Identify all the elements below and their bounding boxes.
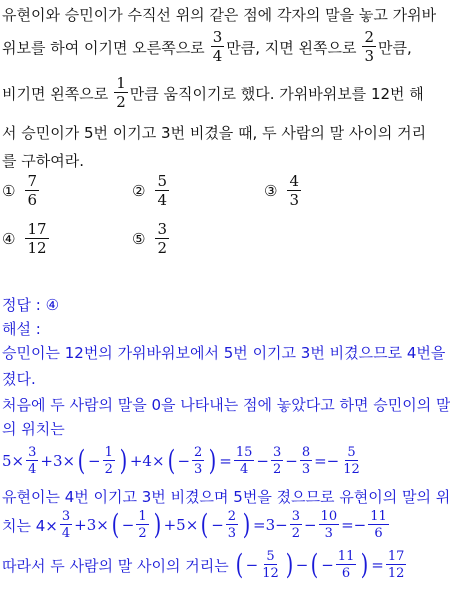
fraction: $\frac{1}{2}$ bbox=[116, 74, 126, 111]
problem-text: 만큼, bbox=[378, 38, 412, 57]
equation-2: 치는 4× $\frac{3}{4}$ +3× ( − $\frac{1}{2}$ ) +5× ( − $\frac{2}{3}$ ) =3− $\frac{3}{2}$ − $\frac{10}{3}$ =− $\frac{11}{6}$ bbox=[2, 508, 387, 541]
choice-marker: ① bbox=[2, 182, 16, 200]
equation-3: 따라서 두 사람의 말 사이의 거리는 ( − $\frac{5}{12}$ ) − ( − $\frac{11}{6}$ ) = $\frac{17}{12}$ bbox=[2, 548, 405, 581]
explanation-line-1: 승민이는 12번의 가위바위보에서 5번 이기고 3번 비겼으므로 4번을 bbox=[2, 344, 446, 362]
problem-text: 비기면 왼쪽으로 bbox=[2, 84, 109, 103]
fraction: $\frac{2}{3}$ bbox=[227, 509, 237, 541]
choice-marker: ④ bbox=[2, 230, 16, 248]
fraction: $\frac{3}{4}$ bbox=[212, 28, 223, 65]
problem-text: 만큼 움직이기로 했다. 가위바위보를 12번 해 bbox=[129, 84, 424, 103]
problem-line-5 bbox=[2, 150, 84, 171]
right-paren: ) bbox=[153, 508, 161, 541]
fraction: $\frac{1}{2}$ bbox=[138, 509, 147, 541]
fraction: $\frac{3}{2}$ bbox=[272, 445, 282, 477]
fraction: $\frac{10}{3}$ bbox=[320, 509, 338, 541]
choice-marker: ⑤ bbox=[132, 230, 146, 248]
problem-line-2 bbox=[2, 30, 412, 64]
fraction: $\frac{17}{12}$ bbox=[27, 220, 47, 257]
explanation-line-5: 유현이는 4번 이기고 3번 비겼으며 5번을 졌으므로 유현이의 말의 위 bbox=[2, 488, 450, 506]
left-paren: ( bbox=[111, 508, 120, 541]
right-paren: ) bbox=[242, 508, 251, 541]
fraction: $\frac{2}{3}$ bbox=[364, 28, 375, 65]
left-paren: ( bbox=[200, 508, 209, 541]
problem-line-1 bbox=[2, 4, 436, 25]
explanation-line-2: 졌다. bbox=[2, 370, 36, 388]
fraction: $\frac{8}{3}$ bbox=[301, 445, 311, 477]
explanation-line-4: 의 위치는 bbox=[2, 420, 65, 438]
equation-1: 5× $\frac{3}{4}$ +3× ( − $\frac{1}{2}$ ) +4× ( − $\frac{2}{3}$ ) = $\frac{15}{4}$ − $\frac{3}{2}$ − $\frac{8}{3}$ =− $\frac{5}{12}$ bbox=[2, 444, 360, 477]
answer-label: 정답 : ④ bbox=[2, 296, 60, 314]
choice-4[interactable] bbox=[2, 222, 51, 256]
problem-text: 위보를 하여 이기면 오른쪽으로 bbox=[2, 38, 205, 57]
fraction: $\frac{3}{2}$ bbox=[157, 220, 167, 257]
fraction: $\frac{17}{12}$ bbox=[387, 549, 405, 581]
choice-marker: ② bbox=[132, 182, 146, 200]
fraction: $\frac{5}{12}$ bbox=[343, 445, 360, 477]
left-paren: ( bbox=[77, 444, 86, 477]
right-paren: ) bbox=[360, 548, 369, 581]
problem-text: 서 승민이가 5번 이기고 3번 비겼을 때, 두 사람의 말 사이의 거리 bbox=[2, 124, 427, 142]
fraction: $\frac{5}{12}$ bbox=[262, 549, 279, 581]
problem-line-4 bbox=[2, 122, 426, 143]
problem-text: 유현이와 승민이가 수직선 위의 같은 점에 각자의 말을 놓고 가위바 bbox=[2, 6, 437, 24]
choice-3[interactable] bbox=[264, 174, 303, 208]
fraction: $\frac{5}{4}$ bbox=[157, 172, 167, 209]
fraction: $\frac{1}{2}$ bbox=[104, 445, 113, 477]
left-paren: ( bbox=[167, 444, 175, 477]
problem-line-3 bbox=[2, 76, 424, 110]
choice-1[interactable] bbox=[2, 174, 41, 208]
fraction: $\frac{3}{4}$ bbox=[28, 445, 37, 477]
fraction: $\frac{3}{4}$ bbox=[61, 509, 71, 541]
choice-2[interactable] bbox=[132, 174, 171, 208]
right-paren: ) bbox=[208, 444, 217, 477]
fraction: $\frac{11}{6}$ bbox=[370, 509, 387, 541]
fraction: $\frac{15}{4}$ bbox=[235, 445, 253, 477]
left-paren: ( bbox=[235, 548, 243, 581]
right-paren: ) bbox=[119, 444, 128, 477]
fraction: $\frac{3}{2}$ bbox=[291, 509, 300, 541]
explanation-line-3: 처음에 두 사람의 말을 0을 나타내는 점에 놓았다고 하면 승민이의 말 bbox=[2, 396, 450, 414]
problem-text: 만큼, 지면 왼쪽으로 bbox=[226, 38, 357, 57]
explanation-label: 해설 : bbox=[2, 320, 41, 338]
fraction: $\frac{7}{6}$ bbox=[27, 172, 37, 209]
fraction: $\frac{2}{3}$ bbox=[194, 445, 203, 477]
choice-5[interactable] bbox=[132, 222, 171, 256]
right-paren: ) bbox=[285, 548, 294, 581]
fraction: $\frac{4}{3}$ bbox=[289, 172, 299, 209]
choice-marker: ③ bbox=[264, 182, 278, 200]
fraction: $\frac{11}{6}$ bbox=[337, 549, 355, 581]
problem-text: 를 구하여라. bbox=[2, 152, 84, 170]
left-paren: ( bbox=[310, 548, 319, 581]
